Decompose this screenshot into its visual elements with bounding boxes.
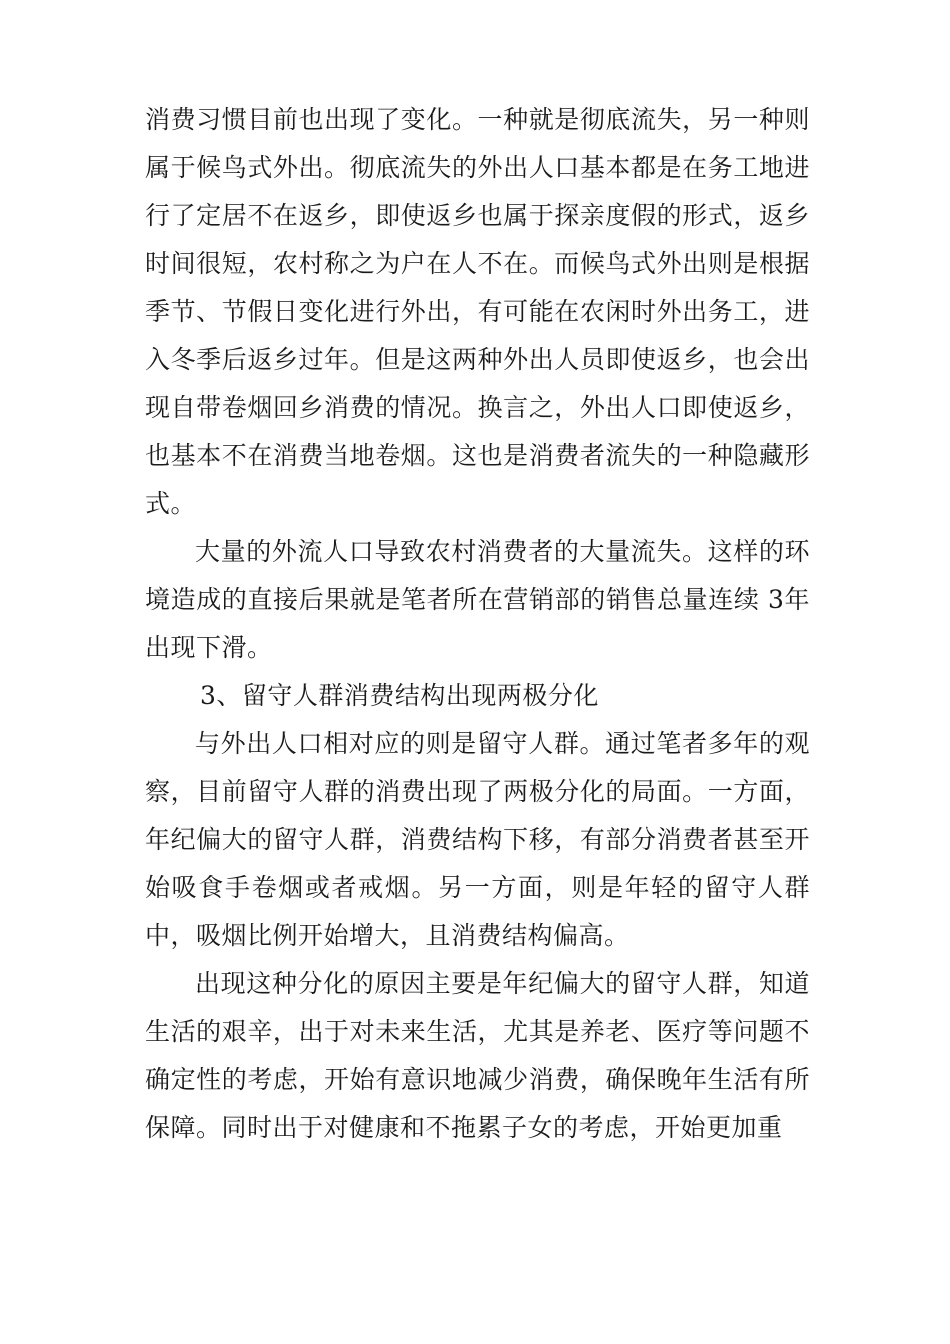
body-text — [145, 96, 810, 1152]
paragraph-consumption-change: 消费习惯目前也出现了变化。一种就是彻底流失，另一种则属于候鸟式外出。彻底流失的外出人口基本都是在务工地进行了定居不在返乡，即使返乡也属于探亲度假的形式，返乡时间很短，农村称之为户在人不在。而候鸟式外出则是根据季节、节假日变化进行外出，有可能在农闲时外出务工，进入冬季后返乡过年。但是这两种外出人员即使返乡，也会出现自带卷烟回乡消费的情况。换言之，外出人口即使返乡，也基本不在消费当地卷烟。这也是消费者流失的一种隐藏形式。 — [145, 105, 810, 518]
paragraph-left-behind-groups: 与外出人口相对应的则是留守人群。通过笔者多年的观察，目前留守人群的消费出现了两极分化的局面。一方面，年纪偏大的留守人群，消费结构下移，有部分消费者甚至开始吸食手卷烟或者戒烟。另一方面，则是年轻的留守人群中，吸烟比例开始增大，且消费结构偏高。 — [145, 729, 810, 950]
paragraph-population-outflow: 大量的外流人口导致农村消费者的大量流失。这样的环境造成的直接后果就是笔者所在营销部的销售总量连续 3年出现下滑。 — [145, 537, 810, 662]
section-heading-3: 3、留守人群消费结构出现两极分化 — [200, 681, 599, 710]
paragraph-polarization-reasons: 出现这种分化的原因主要是年纪偏大的留守人群，知道生活的艰辛，出于对未来生活，尤其是养老、医疗等问题不确定性的考虑，开始有意识地减少消费，确保晚年生活有所保障。同时出于对健康和不拖累子女的考虑，开始更加重 — [145, 969, 810, 1142]
